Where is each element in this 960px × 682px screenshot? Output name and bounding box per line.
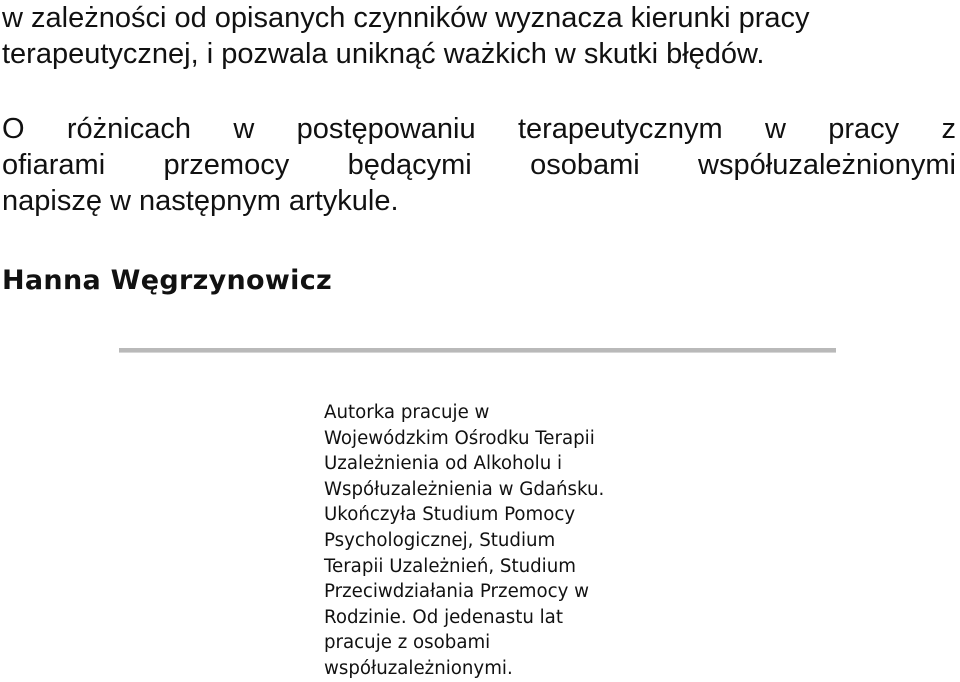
body-text-line-3 (2, 111, 956, 147)
body-text-line-2: terapeutycznej, i pozwala uniknąć ważkich w skutki błędów. (2, 38, 765, 70)
bio-line: Ukończyła Studium Pomocy (324, 504, 576, 526)
bio-line: Psychologicznej, Studium (324, 529, 556, 551)
bio-line: Wojewódzkim Ośrodku Terapii (324, 427, 595, 449)
body-text-line-4 (2, 147, 956, 183)
author-name: Hanna Węgrzynowicz (2, 265, 333, 296)
bio-line: Rodzinie. Od jedenastu lat (324, 606, 563, 628)
word: w (233, 113, 255, 145)
word: z (941, 113, 956, 145)
word: postępowaniu (296, 113, 476, 145)
word: przemocy (163, 149, 290, 181)
word: terapeutycznym (517, 113, 723, 145)
word: O (2, 113, 25, 145)
word: będącymi (347, 149, 472, 181)
horizontal-divider (119, 348, 836, 353)
bio-line: Uzależnienia od Alkoholu i (324, 453, 563, 475)
bio-line: współuzależnionymi. (324, 657, 513, 679)
word: pracy (828, 113, 900, 145)
bio-line: Autorka pracuje w (324, 402, 490, 423)
body-text-line-5: napiszę w następnym artykule. (2, 185, 399, 217)
bio-line: Przeciwdziałania Przemocy w (324, 581, 590, 603)
bio-line: pracuje z osobami (324, 632, 491, 654)
bio-line: Współuzależnienia w Gdańsku. (324, 478, 605, 500)
author-bio (324, 400, 684, 682)
word: różnicach (66, 113, 192, 145)
word: ofiarami (2, 149, 106, 181)
bio-line: Terapii Uzależnień, Studium (324, 555, 576, 577)
body-text-line-1: w zależności od opisanych czynników wyznacza kierunki pracy (2, 2, 810, 34)
word: w (764, 113, 786, 145)
word: osobami (530, 149, 640, 181)
word: współuzależnionymi (698, 149, 956, 181)
